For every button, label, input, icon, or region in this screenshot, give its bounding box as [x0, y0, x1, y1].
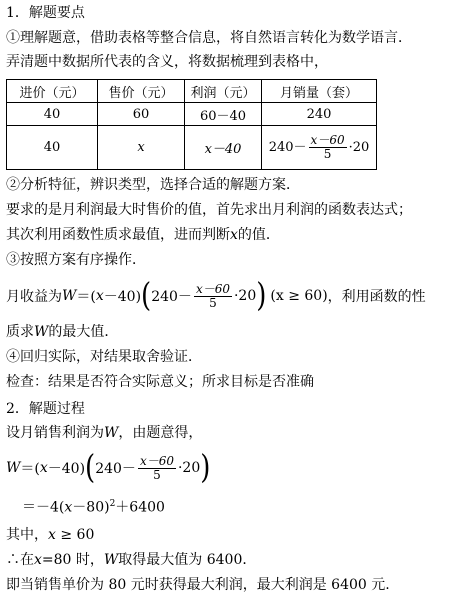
variable: W	[104, 425, 119, 441]
para3-line1: ③按照方案有序操作．	[6, 252, 146, 268]
eq-var-W: W	[6, 460, 21, 476]
text: 其次利用函数性质求最值，进而判断	[6, 227, 230, 243]
equation-vertex-form	[22, 495, 165, 517]
text: 取得最大值为 6400．	[118, 552, 257, 568]
right-paren: )	[200, 449, 211, 487]
sales-prefix: 240－	[268, 140, 307, 155]
fraction	[309, 134, 347, 161]
fraction-denominator: 5	[153, 467, 161, 482]
text: 的值．	[237, 227, 280, 243]
variable: x	[64, 499, 73, 516]
para4-line2: 检查：结果是否符合实际意义；所求目标是否准确	[6, 374, 314, 390]
cell-profit: 60－40	[185, 103, 262, 126]
text: 设月销售利润为	[6, 425, 104, 441]
text: =80 时，	[41, 552, 104, 568]
fraction	[194, 283, 232, 310]
eq-factor: －40)	[103, 289, 142, 305]
section2-line6: 即当销售单价为 80 元时获得最大利润，最大利润是 6400 元.	[6, 577, 390, 593]
eq-inner-suffix: ·20	[177, 460, 201, 476]
text: ≥ 60	[60, 527, 95, 543]
eq-inner-prefix: 240－	[151, 289, 192, 305]
table-row	[7, 103, 377, 126]
left-paren: (	[85, 449, 96, 487]
para1-line2: 弄清题中数据所代表的含义，将数据梳理到表格中，	[6, 54, 328, 70]
variable: W	[103, 552, 119, 568]
variable: x	[48, 527, 56, 543]
fraction	[138, 455, 176, 482]
text: ＝－4(	[22, 499, 65, 516]
cell-sales	[262, 126, 377, 170]
header-sales: 月销量（套）	[262, 80, 377, 103]
variable: x	[34, 552, 42, 568]
fraction-numerator: x－60	[195, 281, 230, 296]
table-header-row	[7, 80, 377, 103]
right-paren: )	[256, 277, 267, 315]
header-price: 售价（元）	[98, 80, 185, 103]
fraction-denominator: 5	[323, 147, 332, 161]
data-table	[6, 79, 377, 170]
fraction-numerator: x－60	[310, 133, 345, 147]
text: 其中，	[6, 527, 48, 543]
eq-factor: －40)	[47, 461, 86, 477]
text: ∴在	[6, 552, 34, 568]
eq-var-x: x	[95, 288, 104, 304]
equation-revenue	[6, 276, 426, 316]
section2-title: 2．解题过程	[6, 401, 85, 417]
para1-line1: ①理解题意，借助表格等整合信息，将自然语言转化为数学语言．	[6, 30, 412, 46]
cell-cost: 40	[7, 103, 98, 126]
fraction-denominator: 5	[209, 295, 217, 310]
section2-line4	[6, 526, 94, 544]
variable: x	[230, 227, 238, 243]
table-row	[7, 126, 377, 170]
eq-var-x: x	[39, 460, 48, 476]
text: 的最大值．	[48, 324, 119, 340]
header-profit: 利润（元）	[185, 80, 262, 103]
exponent: 2	[109, 499, 116, 509]
sales-suffix: ·20	[348, 140, 370, 155]
variable: W	[34, 324, 49, 340]
left-paren: (	[141, 277, 152, 315]
eq-inner-suffix: ·20	[233, 288, 257, 304]
header-cost: 进价（元）	[7, 80, 98, 103]
cell-cost: 40	[7, 126, 98, 170]
text: 质求	[6, 324, 34, 340]
eq-var-W: W	[62, 288, 77, 304]
cell-profit: x－40	[185, 126, 262, 170]
section2-line1	[6, 424, 202, 442]
text: ＋6400	[115, 499, 165, 516]
section1-title: 1．解题要点	[6, 5, 85, 21]
para2-line2: 要求的是月利润最大时售价的值，首先求出月利润的函数表达式；	[6, 202, 412, 218]
eq-inner-prefix: 240－	[95, 461, 136, 477]
para2-line1: ②分析特征，辨识类型，选择合适的解题方案．	[6, 177, 300, 193]
cell-price: x	[98, 126, 185, 170]
fraction-numerator: x－60	[139, 453, 174, 468]
para4-line1: ④回归实际，对结果取舍验证．	[6, 349, 202, 365]
eq-suffix: ，利用函数的性	[327, 289, 426, 305]
text: －80)	[72, 499, 110, 516]
para2-line3	[6, 226, 280, 244]
para3-line3	[6, 323, 118, 341]
eq-equals: ＝(	[76, 289, 96, 305]
cell-price: 60	[98, 103, 185, 126]
equation-profit	[6, 448, 210, 488]
eq-equals: ＝(	[20, 461, 40, 477]
text: ，由题意得，	[118, 425, 203, 441]
eq-prefix: 月收益为	[6, 289, 62, 305]
section2-line5	[6, 551, 256, 569]
cell-sales: 240	[262, 103, 377, 126]
eq-condition: (x ≥ 60)	[270, 288, 328, 304]
